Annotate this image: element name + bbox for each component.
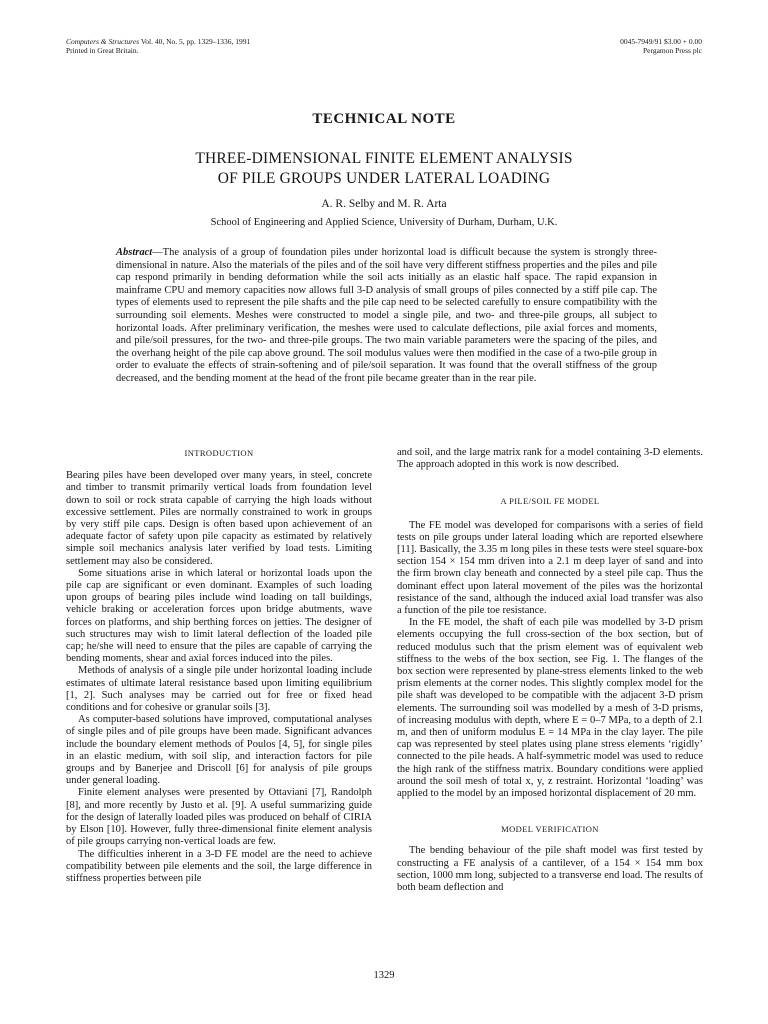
abstract-text: —The analysis of a group of foundation piles under horizontal load is difficult because the system is strongly three-dimensional in nature. Also the materials of the piles and of the soil have very different stiffness properties and the piles and pile cap respond primarily in bending deformation while the soil acts initially as an elastic half space. The rapid expansion in mainframe CPU and memory capacities now allows full 3-D analysis of small groups of piles connected by a stiff pile cap. The types of elements used to represent the pile shafts and the pile cap need to be selected carefully to ensure compatibility with the surrounding soil elements. Meshes were constructed to model a single pile, and two- and three-pile groups, all subject to horizontal loads. After preliminary verification, the meshes were used to calculate deflections, pile axial forces and moments, and pile/soil pressures, for the two- and three-pile groups. The two main variable parameters were the spacing of the piles, and the overhang height of the pile cap above ground. The soil modulus values were then modified in the case of a two-pile group in order to evaluate the effects of strain-softening and of pile/soil separation. It was found that the overall stiffness of the group decreased, and the bending moment at the head of the front pile became greater than in the rear pile. <box>116 247 657 384</box>
heading-introduction: INTRODUCTION <box>184 448 254 458</box>
pile-paragraph-1: The FE model was developed for comparisons with a series of field tests on pile groups under lateral loading which are reported elsewhere [11]. Basically, the 3.35 m long piles in these tests were steel square-box section 154 × 154 mm driven into a 2.1 m deep layer of sand and into the firm brown clay beneath and connected by a steel pile cap. Thus the dominant effect upon lateral movement of the piles was the horizontal resistance of the sand, although the induced axial load transfer was also a function of the pile toe resistance. <box>397 519 703 617</box>
intro-paragraph-1: Bearing piles have been developed over many years, in steel, concrete and timber to transmit primarily vertical loads from foundation level down to soil or rock strata capable of carrying the high loads without excessive settlement. Piles are normally constrained to work in groups by very stiff pile caps. Design is often based upon achievement of an adequate factor of safety upon pile capacity as estimated by relatively simple soil mechanics analysis later verified by load tests. Limiting settlement may also be considered. <box>66 470 372 567</box>
continuation-paragraph: and soil, and the large matrix rank for a model containing 3-D elements. The approach adopted in this work is now described. <box>397 447 703 471</box>
journal-citation: Vol. 40, No. 5, pp. 1329–1336, 1991 <box>140 37 251 46</box>
heading-model-verification: MODEL VERIFICATION <box>501 824 599 835</box>
authors: A. R. Selby and M. R. Arta <box>321 198 447 210</box>
pile-paragraph-2: In the FE model, the shaft of each pile was modelled by 3-D prism elements occupying the full cross-section of the box section, but of reduced modulus such that the prism element was of equivalent web stiffness to the webs of the box section, see Fig. 1. The flanges of the box section were represented by plane-stress elements linked to the web prism elements at the corner nodes. This slightly complex model for the pile shaft was developed to be compatible with the adjacent 3-D prism elements. The surrounding soil was modelled by a mesh of 3-D prisms, of increasing modulus with depth, where E = 0–7 MPa, to a depth of 2.1 m, and then of uniform modulus E = 14 MPa in the clay layer. The pile cap was represented by steel plates using plane stress elements ‘rigidly’ connected to the pile heads. A half-symmetric model was used to reduce the high rank of the stiffness matrix. Boundary conditions were applied around the soil mesh of total x, y, z restraint. Horizontal ‘loading’ was applied to the model by an imposed horizontal displacement of 20 mm. <box>397 617 703 800</box>
journal-name: Computers & Structures <box>66 37 140 46</box>
abstract-lead: Abstract <box>116 247 153 258</box>
intro-paragraph-6: The difficulties inherent in a 3-D FE model are the need to achieve compatibility between pile elements and the soil, the large difference in stiffness properties between pile <box>66 848 372 884</box>
intro-paragraph-5: Finite element analyses were presented by Ottaviani [7], Randolph [8], and more recently by Justo et al. [9]. A useful summarizing guide for the design of laterally loaded piles was produced on behalf of CIRIA by Elson [10]. However, fully three-dimensional finite element analysis of pile groups carrying non-vertical loads are few. <box>66 787 372 848</box>
publisher-name: Pergamon Press plc <box>642 46 702 55</box>
journal-header <box>66 37 250 55</box>
publisher-header <box>620 37 702 55</box>
paper-title <box>100 149 668 189</box>
page-number: 1329 <box>373 970 395 981</box>
printed-location: Printed in Great Britain. <box>66 46 139 55</box>
left-column <box>66 447 372 885</box>
intro-paragraph-2: Some situations arise in which lateral or horizontal loads upon the pile cap are significant or even dominant. Examples of such loading upon groups of bearing piles include wind loading on tall buildings, vehicle braking or acceleration forces upon bridge abutments, wave forces on platforms, and ship berthing forces on jetties. The designer of such structures may wish to limit lateral deflection of the loaded pile cap; he/she will need to ensure that the piles are capable of carrying the bending moments, shear and axial forces induced into the piles. <box>66 567 372 665</box>
issn-price: 0045-7949/91 $3.00 + 0.00 <box>620 37 702 46</box>
right-column <box>397 447 703 894</box>
section-label: TECHNICAL NOTE <box>312 111 456 127</box>
intro-paragraph-4: As computer-based solutions have improved, computational analyses of single piles and of pile groups have been made. Significant advances include the boundary element methods of Poulos [4, 5], for single piles in an elastic medium, with soil slip, and interaction factors for pile groups and by Banerjee and Driscoll [6] for analysis of pile groups under general loading. <box>66 714 372 787</box>
affiliation: School of Engineering and Applied Science, University of Durham, Durham, U.K. <box>210 217 558 228</box>
title-line-1: THREE-DIMENSIONAL FINITE ELEMENT ANALYSIS <box>195 150 573 167</box>
verification-paragraph: The bending behaviour of the pile shaft model was first tested by constructing a FE analysis of a cantilever, of a 154 × 154 mm box section, 1000 mm long, subjected to a transverse end load. The results of both beam deflection and <box>397 845 703 894</box>
heading-pile-soil-model: A PILE/SOIL FE MODEL <box>500 496 600 507</box>
abstract <box>116 247 657 386</box>
title-line-2: OF PILE GROUPS UNDER LATERAL LOADING <box>217 170 551 187</box>
intro-paragraph-3: Methods of analysis of a single pile under horizontal loading include estimates of ultimate lateral resistance based upon limiting equilibrium [1, 2]. Such analyses may be carried out for free or fixed head conditions and for cohesive or granular soils [3]. <box>66 665 372 714</box>
